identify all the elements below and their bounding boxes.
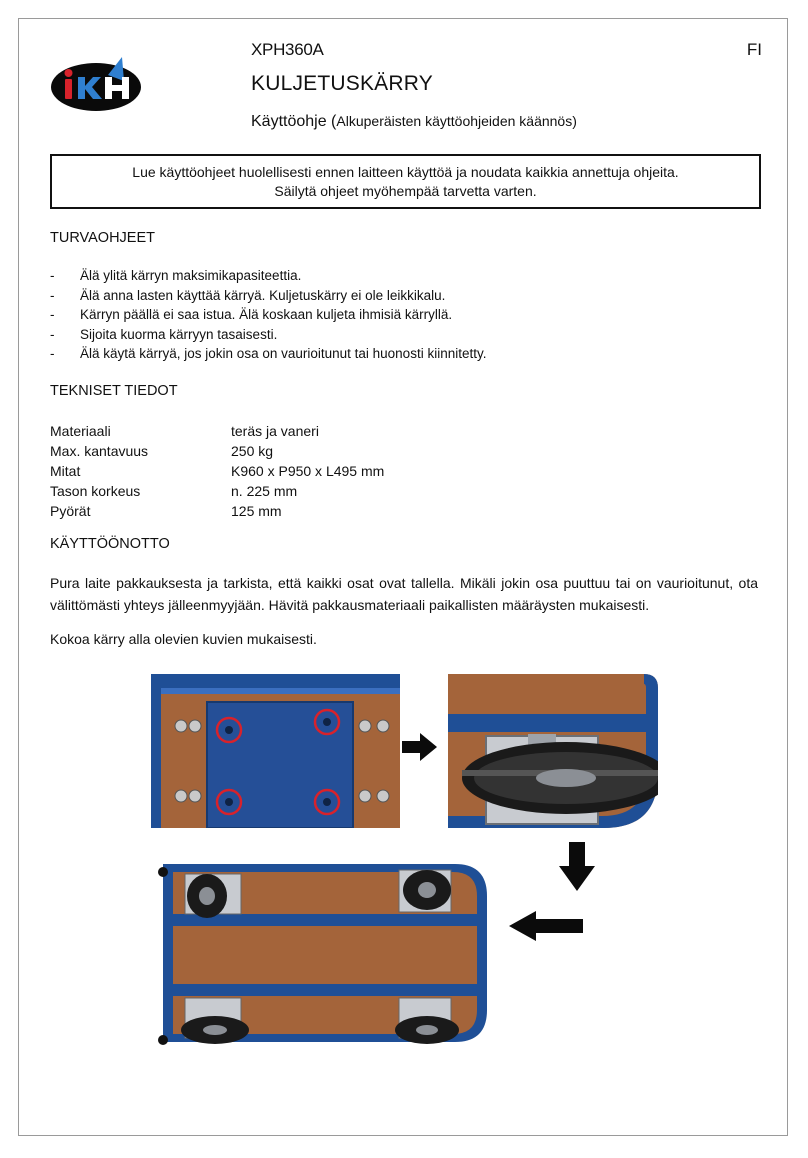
- notice-line-1: Lue käyttöohjeet huolellisesti ennen laitteen käyttöä ja noudata kaikkia annettuja ohjeita.: [132, 164, 679, 180]
- assembly-photo-bolts: [151, 674, 400, 828]
- safety-heading: TURVAOHJEET: [50, 230, 156, 246]
- arrow-right-icon: [400, 732, 438, 762]
- list-item: - Älä ylitä kärryn maksimikapasiteettia.: [50, 268, 302, 283]
- table-row: Max. kantavuus 250 kg: [50, 443, 274, 459]
- assembly-photo-trolley: [155, 858, 493, 1048]
- page-subtitle: [251, 113, 577, 131]
- page-title: KULJETUSKÄRRY: [251, 72, 433, 95]
- arrow-left-icon: [508, 910, 584, 942]
- specs-heading: TEKNISET TIEDOT: [50, 383, 178, 399]
- notice-line-2: Säilytä ohjeet myöhempää tarvetta varten.: [274, 183, 537, 199]
- subtitle-translation-note: Alkuperäisten käyttöohjeiden käännös): [336, 113, 577, 129]
- table-row: Materiaali teräs ja vaneri: [50, 423, 319, 439]
- setup-heading: KÄYTTÖÖNOTTO: [50, 536, 170, 552]
- model-code: XPH360A: [251, 40, 324, 59]
- notice-box: [50, 154, 761, 209]
- table-row: Pyörät 125 mm: [50, 503, 282, 519]
- ikh-logo: [50, 57, 146, 113]
- list-item: - Älä käytä kärryä, jos jokin osa on vaurioitunut tai huonosti kiinnitetty.: [50, 346, 487, 361]
- assembly-instruction: Kokoa kärry alla olevien kuvien mukaisesti.: [50, 631, 317, 647]
- subtitle-main: Käyttöohje (: [251, 113, 337, 130]
- list-item: - Kärryn päällä ei saa istua. Älä koskaan kuljeta ihmisiä kärryllä.: [50, 307, 453, 322]
- safety-list: [50, 266, 750, 364]
- table-row: Mitat K960 x P950 x L495 mm: [50, 463, 385, 479]
- setup-paragraph: Pura laite pakkauksesta ja tarkista, että kaikki osat ovat tallella. Mikäli jokin osa puuttuu tai on vaurioitunut, ota välittömästi yhteys jälleenmyyjään. Hävitä pakkausmateriaali paikallisten määräysten mukaisesti.: [50, 575, 758, 613]
- list-item: - Sijoita kuorma kärryyn tasaisesti.: [50, 326, 278, 342]
- language-code: FI: [746, 40, 762, 59]
- assembly-photo-caster: [448, 674, 658, 828]
- list-item: - Älä anna lasten käyttää kärryä. Kuljetuskärry ei ole leikkikalu.: [50, 287, 446, 303]
- specs-table: [50, 421, 384, 521]
- arrow-down-icon: [558, 840, 596, 892]
- table-row: Tason korkeus n. 225 mm: [50, 483, 298, 499]
